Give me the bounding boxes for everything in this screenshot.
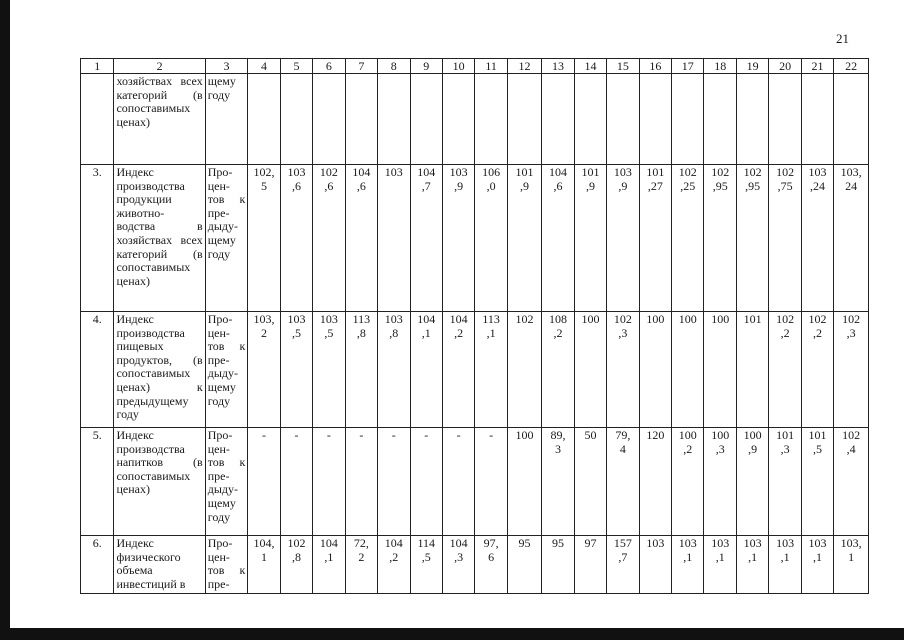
year-value-cell: 114 ,5	[410, 536, 442, 594]
year-value-cell: 97, 6	[475, 536, 507, 594]
year-value-cell: 108 ,2	[542, 312, 574, 428]
unit-of-measure: Про-цен-тов к пре-дыду-щему году	[205, 428, 248, 536]
column-number: 3	[205, 59, 248, 74]
column-number: 21	[801, 59, 833, 74]
column-number: 17	[672, 59, 704, 74]
year-value-cell: 103, 24	[834, 165, 869, 312]
year-value-cell: 120	[639, 428, 671, 536]
year-value-cell	[704, 74, 736, 165]
year-value-cell	[607, 74, 639, 165]
column-number: 19	[736, 59, 768, 74]
year-value-cell: 102	[507, 312, 541, 428]
year-value-cell: 103 ,24	[801, 165, 833, 312]
year-value-cell: 100 ,9	[736, 428, 768, 536]
year-value-cell: 103 ,1	[801, 536, 833, 594]
column-number: 1	[81, 59, 114, 74]
column-number: 7	[345, 59, 377, 74]
column-number: 14	[574, 59, 606, 74]
year-value-cell	[574, 74, 606, 165]
year-value-cell: 102 ,6	[313, 165, 345, 312]
year-value-cell: 103 ,5	[280, 312, 312, 428]
year-value-cell: 103 ,5	[313, 312, 345, 428]
year-value-cell: 104 ,6	[345, 165, 377, 312]
year-value-cell	[313, 74, 345, 165]
year-value-cell: -	[475, 428, 507, 536]
column-number: 13	[542, 59, 574, 74]
year-value-cell: 113 ,1	[475, 312, 507, 428]
year-value-cell: 72, 2	[345, 536, 377, 594]
indicator-name: Индекс производства продукции животно-водства в хозяйствах всех категорий (в сопоставимых ценах)	[114, 165, 205, 312]
row-number: 6.	[81, 536, 114, 594]
year-value-cell: 102 ,4	[834, 428, 869, 536]
year-value-cell: 102 ,25	[672, 165, 704, 312]
year-value-cell: 104 ,7	[410, 165, 442, 312]
year-value-cell: 102 ,95	[736, 165, 768, 312]
year-value-cell: 89, 3	[542, 428, 574, 536]
year-value-cell: 104 ,1	[313, 536, 345, 594]
year-value-cell: -	[345, 428, 377, 536]
year-value-cell: 102 ,3	[607, 312, 639, 428]
year-value-cell: 104, 1	[248, 536, 280, 594]
year-value-cell: -	[442, 428, 474, 536]
year-value-cell: 101 ,27	[639, 165, 671, 312]
year-value-cell: -	[280, 428, 312, 536]
year-value-cell	[639, 74, 671, 165]
table-row	[81, 165, 869, 312]
year-value-cell: 97	[574, 536, 606, 594]
year-value-cell: -	[378, 428, 410, 536]
row-number: 4.	[81, 312, 114, 428]
table-row	[81, 74, 869, 165]
year-value-cell: 103 ,8	[378, 312, 410, 428]
year-value-cell: 95	[507, 536, 541, 594]
year-value-cell: 113 ,8	[345, 312, 377, 428]
unit-of-measure: Про-цен-тов к пре-дыду-щему году	[205, 312, 248, 428]
year-value-cell: 103	[639, 536, 671, 594]
year-value-cell	[769, 74, 801, 165]
indicator-name: Индекс производства напитков (в сопоставимых ценах)	[114, 428, 205, 536]
scan-left-border	[0, 0, 10, 632]
year-value-cell: 104 ,1	[410, 312, 442, 428]
year-value-cell	[378, 74, 410, 165]
scan-bottom-border	[0, 628, 904, 640]
row-number: 3.	[81, 165, 114, 312]
year-value-cell: 103 ,1	[736, 536, 768, 594]
column-number: 16	[639, 59, 671, 74]
year-value-cell	[410, 74, 442, 165]
year-value-cell: 100	[507, 428, 541, 536]
column-number: 8	[378, 59, 410, 74]
table-row	[81, 428, 869, 536]
column-number: 20	[769, 59, 801, 74]
year-value-cell: 103, 2	[248, 312, 280, 428]
column-number: 9	[410, 59, 442, 74]
year-value-cell	[801, 74, 833, 165]
year-value-cell: 100 ,2	[672, 428, 704, 536]
year-value-cell: 102 ,75	[769, 165, 801, 312]
year-value-cell: 100	[672, 312, 704, 428]
column-number: 6	[313, 59, 345, 74]
year-value-cell: 104 ,2	[378, 536, 410, 594]
column-number: 2	[114, 59, 205, 74]
year-value-cell: 101	[736, 312, 768, 428]
column-number: 11	[475, 59, 507, 74]
year-value-cell: 104 ,3	[442, 536, 474, 594]
year-value-cell	[507, 74, 541, 165]
year-value-cell	[442, 74, 474, 165]
year-value-cell: 102 ,2	[769, 312, 801, 428]
year-value-cell: 103 ,9	[607, 165, 639, 312]
year-value-cell: 102 ,3	[834, 312, 869, 428]
table-row	[81, 312, 869, 428]
year-value-cell: 102 ,2	[801, 312, 833, 428]
year-value-cell: 102, 5	[248, 165, 280, 312]
indicator-name: Индекс физического объема инвестиций в	[114, 536, 205, 594]
year-value-cell: 103 ,9	[442, 165, 474, 312]
year-value-cell	[672, 74, 704, 165]
year-value-cell	[475, 74, 507, 165]
year-value-cell: 103 ,1	[704, 536, 736, 594]
year-value-cell	[345, 74, 377, 165]
column-number-header	[81, 59, 869, 74]
column-number: 10	[442, 59, 474, 74]
year-value-cell: 100	[704, 312, 736, 428]
year-value-cell	[280, 74, 312, 165]
year-value-cell	[248, 74, 280, 165]
year-value-cell: 103 ,1	[769, 536, 801, 594]
year-value-cell: -	[313, 428, 345, 536]
table-row	[81, 536, 869, 594]
year-value-cell: 79, 4	[607, 428, 639, 536]
year-value-cell: 103 ,1	[672, 536, 704, 594]
year-value-cell: 103	[378, 165, 410, 312]
year-value-cell: -	[248, 428, 280, 536]
page-number: 21	[836, 31, 849, 46]
year-value-cell: 104 ,2	[442, 312, 474, 428]
year-value-cell: 101 ,3	[769, 428, 801, 536]
year-value-cell: 103 ,6	[280, 165, 312, 312]
column-number: 15	[607, 59, 639, 74]
year-value-cell	[542, 74, 574, 165]
year-value-cell: 101 ,9	[507, 165, 541, 312]
row-number	[81, 74, 114, 165]
column-number: 22	[834, 59, 869, 74]
year-value-cell: 101 ,9	[574, 165, 606, 312]
year-value-cell: 102 ,95	[704, 165, 736, 312]
year-value-cell: 50	[574, 428, 606, 536]
year-value-cell: 100 ,3	[704, 428, 736, 536]
year-value-cell: -	[410, 428, 442, 536]
unit-of-measure: Про-цен-тов к пре-	[205, 536, 248, 594]
year-value-cell	[736, 74, 768, 165]
column-number: 5	[280, 59, 312, 74]
indicator-name: Индекс производства пищевых продуктов, (в сопоставимых ценах) к предыдущему году	[114, 312, 205, 428]
year-value-cell: 101 ,5	[801, 428, 833, 536]
column-number: 18	[704, 59, 736, 74]
row-number: 5.	[81, 428, 114, 536]
year-value-cell: 100	[574, 312, 606, 428]
year-value-cell: 104 ,6	[542, 165, 574, 312]
indicator-table	[80, 58, 869, 594]
year-value-cell: 103, 1	[834, 536, 869, 594]
column-number: 4	[248, 59, 280, 74]
year-value-cell: 106 ,0	[475, 165, 507, 312]
unit-of-measure: Про-цен-тов к пре-дыду-щему году	[205, 165, 248, 312]
indicator-name: хозяйствах всех категорий (в сопоставимых ценах)	[114, 74, 205, 165]
year-value-cell: 102 ,8	[280, 536, 312, 594]
column-number: 12	[507, 59, 541, 74]
unit-of-measure: щему году	[205, 74, 248, 165]
year-value-cell	[834, 74, 869, 165]
year-value-cell: 95	[542, 536, 574, 594]
year-value-cell: 157 ,7	[607, 536, 639, 594]
year-value-cell: 100	[639, 312, 671, 428]
